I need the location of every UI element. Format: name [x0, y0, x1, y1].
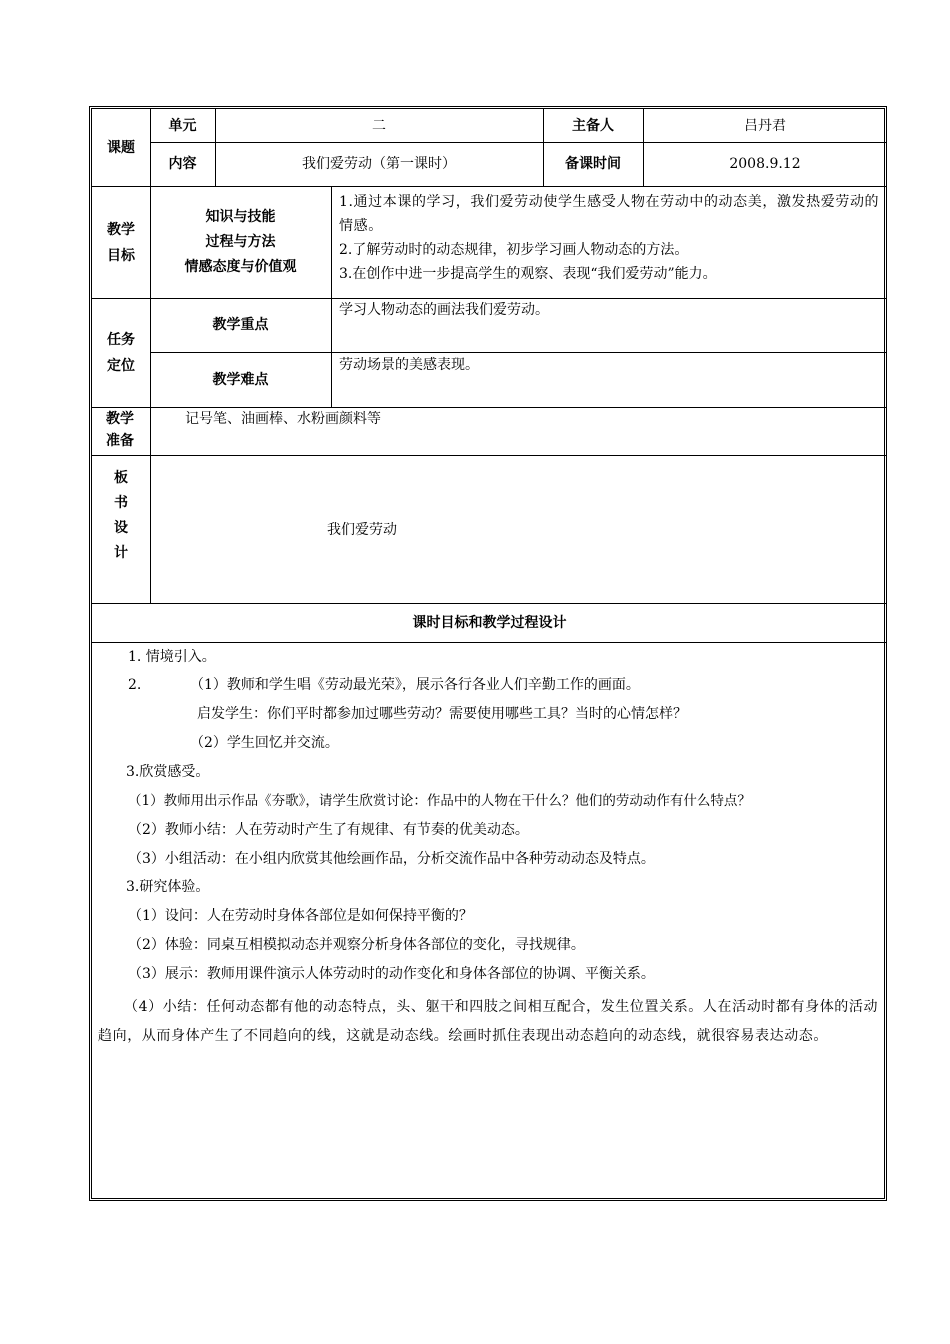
neirong-value: 我们爱劳动（第一课时） — [302, 156, 456, 172]
process-line-9: （3）小组活动：在小组内欣赏其他绘画作品，分析交流作品中各种劳动动态及特点。 — [128, 851, 655, 867]
goal-item-3: 3.在创作中进一步提高学生的观察、表现“我们爱劳动”能力。 — [339, 266, 717, 282]
goals-items — [339, 190, 883, 286]
board-char-3: 设 — [114, 520, 128, 536]
prep-value: 记号笔、油画棒、水粉画颜料等 — [185, 411, 381, 427]
goal-item-2: 2.了解劳动时的动态规律，初步学习画人物动态的方法。 — [339, 242, 689, 258]
process-line-6: 3.欣赏感受。 — [126, 764, 210, 780]
task-label — [106, 298, 136, 407]
beike-value: 2008.9.12 — [729, 156, 801, 172]
process-line-11: （1）设问：人在劳动时身体各部位是如何保持平衡的？ — [128, 908, 473, 924]
board-char-4: 计 — [114, 545, 128, 561]
process-line-13: （3）展示：教师用课件演示人体劳动时的动作变化和身体各部位的协调、平衡关系。 — [128, 966, 655, 982]
prep-label — [106, 408, 136, 455]
process-line-12: （2）体验：同桌互相模拟动态并观察分析身体各部位的变化，寻找规律。 — [128, 937, 585, 953]
prep-label-text: 教学准备 — [106, 411, 134, 449]
goal-category-attitude: 情感态度与价值观 — [184, 258, 297, 275]
process-line-8: （2）教师小结：人在劳动时产生了有规律、有节奏的优美动态。 — [128, 822, 529, 838]
difficulty-value: 劳动场景的美感表现。 — [339, 357, 479, 373]
key-point-value: 学习人物动态的画法我们爱劳动。 — [339, 302, 549, 318]
task-label-text: 任务定位 — [107, 331, 135, 374]
process-title: 课时目标和教学过程设计 — [412, 614, 567, 631]
key-point-label: 教学重点 — [212, 317, 269, 333]
board-value: 我们爱劳动 — [327, 522, 397, 538]
row-line-8 — [92, 642, 887, 643]
goal-item-1: 1.通过本课的学习，我们爱劳动使学生感受人物在劳动中的动态美，激发热爱劳动的情感。 — [339, 194, 880, 234]
goal-category-knowledge: 知识与技能 — [205, 208, 276, 225]
danyuan-label: 单元 — [168, 117, 197, 134]
process-line-10: 3.研究体验。 — [126, 879, 210, 895]
board-label — [92, 466, 150, 566]
row-line-6 — [92, 455, 887, 456]
board-char-1: 板 — [114, 470, 128, 486]
zhubeiren-value: 吕丹君 — [744, 117, 786, 134]
process-line-14: （4）小结：任何动态都有他的动态特点，头、躯干和四肢之间相互配合，发生位置关系。人在活动时都有身体的活动趋向，从而身体产生了不同趋向的线，这就是动态线。绘画时抓住表现出动态趋向的动态线，就很容易表达动态。 — [98, 999, 879, 1044]
board-char-2: 书 — [114, 495, 128, 511]
process-line-7: （1）教师用出示作品《夯歌》，请学生欣赏讨论：作品中的人物在干什么？他们的劳动动作有什么特点？ — [128, 793, 751, 809]
difficulty-label: 教学难点 — [212, 371, 269, 388]
goals-label-text: 教学目标 — [107, 222, 135, 264]
process-line-4: 启发学生：你们平时都参加过哪些劳动？需要使用哪些工具？当时的心情怎样？ — [197, 706, 687, 722]
row-line-5 — [92, 407, 887, 408]
goal-category-process: 过程与方法 — [205, 233, 276, 250]
zhubeiren-label: 主备人 — [572, 117, 614, 134]
neirong-label: 内容 — [168, 156, 197, 172]
beike-label: 备课时间 — [565, 156, 621, 172]
process-line-2: 2. — [128, 677, 142, 693]
goals-categories — [150, 186, 331, 298]
keti-label: 课题 — [107, 139, 135, 156]
process-line-1: 1. 情境引入。 — [128, 649, 216, 665]
process-line-5: （2）学生回忆并交流。 — [190, 735, 339, 751]
goals-label — [106, 186, 136, 298]
process-line-3: （1）教师和学生唱《劳动最光荣》，展示各行各业人们辛勤工作的画面。 — [190, 677, 640, 693]
danyuan-value: 二 — [372, 117, 386, 134]
col-line-e — [331, 186, 332, 407]
